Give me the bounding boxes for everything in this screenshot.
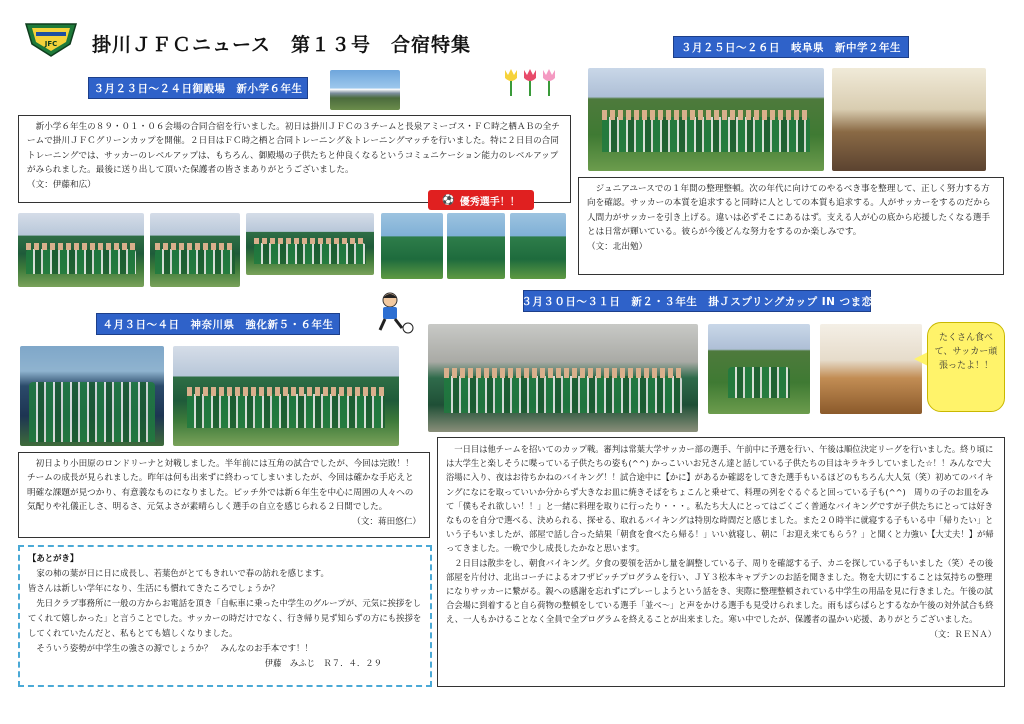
best-player-photo-3 — [510, 213, 566, 279]
best-player-badge — [428, 190, 534, 210]
kanagawa-text: 初日より小田原のロンドリーナと対戦しました。半年前には互角の試合でしたが、今回は完敗！！チームの成長が見られました。昨年は何も出来ずに終わってしまいましたが、今回は確かな手応えと明確な課題が見つかり、有意義なものになりました。ピッチ外では新６年生を中心に周囲の人々への気配りや礼儀正しさ、明るさ、元気よさが素晴らしく選手の自立を感じられる２日間でした。 — [27, 459, 414, 513]
soccer-ball-icon: ⚽ — [442, 194, 455, 206]
soccer-kid-icon — [370, 290, 418, 334]
afterword-line-3: 先日クラブ事務所に一般の方からお電話を頂き「自転車に乗った中学生のグループが、元気に挨拶をしてくれて嬉しかった」と言うことでした。サッカーの時だけでなく、行き帰り見ず知らずの方にも挨拶をしてくれていたんだと、私もとても嬉しくなりました。 — [28, 598, 422, 638]
gotemba-photo-2 — [150, 213, 240, 287]
newsletter-title: 掛川ＪＦＣニュース 第１３号 合宿特集 — [92, 34, 472, 56]
mt-fuji-photo — [330, 70, 400, 110]
gifu-photo-field — [588, 68, 824, 171]
tsumagoi-text-1: 一日目は他チームを招いてのカップ戦。審判は常葉大学サッカー部の選手、午前中に予選を行い、午後は順位決定リーグを行いました。終り頃には大学生と楽しそうに喋っている子供たちの姿も(^^) かっこいいお兄さん達と話している子供たちの目はキラキラしていました☆！！みんなで大浴場に入り、夜はお待ちかねのバイキング！！試合途中に【かに】があるか確認をしてきた選手もいるほどのもちろん大人気（笑）初めてのバイキングになにを取っていいか分からず大きなお皿に焼きそばをちょこんと乗せて、料理の列をぐるぐると回っている子も(^^) 周りの子のお皿をみて「僕もそれ欲しい！！」と一緒に料理を取りに行ったり・・・。私たち大人にとってはごくごく普通なバイキングですが子供たちにとっては好きなものを自分で選べる、決められる、探せる、取れるバイキングは特別な時間だと感じました。また２０時半に就寝する子もいる中「帰りたい」という子もいましたが、部屋で話し合った結果「朝食を食べたら帰る！」いい就寝し、朝に「お迎え来てもらう？」と聞くと力強い【大丈夫！】が帰ってきました。一晩で少し成長したかなと思います。 — [446, 444, 994, 554]
speech-bubble-tail — [914, 352, 928, 366]
tsumagoi-banner: ３月３０日～３１日 新２・３年生 掛Ｊスプリングカップ IN つま恋 — [523, 290, 871, 312]
afterword-signature: 伊藤 みふじ Ｒ７．４．２９ — [264, 658, 382, 668]
gifu-article — [578, 177, 1004, 275]
afterword-title: 【あとがき】 — [28, 553, 79, 563]
tsumagoi-photo-kids — [708, 324, 810, 414]
kanagawa-article — [18, 452, 430, 538]
tsumagoi-article — [437, 437, 1005, 687]
svg-text:JFC: JFC — [44, 40, 58, 48]
afterword-line-2: 皆さんは新しい学年になり、生活にも慣れてきたころでしょうか？ — [28, 583, 280, 593]
best-player-photo-2 — [447, 213, 505, 279]
tsumagoi-photo-dinner — [820, 324, 922, 414]
club-logo — [22, 22, 80, 58]
gifu-photo-study — [832, 68, 986, 171]
gifu-author: （文：北出勉） — [587, 241, 648, 252]
tulips-icon — [502, 66, 558, 96]
kanagawa-photo-team — [173, 346, 399, 446]
gotemba-photo-3 — [246, 213, 374, 275]
kanagawa-banner: ４月３日～４日 神奈川県 強化新５・６年生 — [96, 313, 340, 335]
gotemba-banner: ３月２３日～２４日御殿場 新小学６年生 — [88, 77, 308, 99]
gifu-banner: ３月２５日～２６日 岐阜県 新中学２年生 — [673, 36, 909, 58]
afterword-line-4: そういう姿勢が中学生の強さの源でしょうか？ みんなのお手本です！！ — [36, 643, 313, 653]
best-player-photo-1 — [381, 213, 443, 279]
afterword-line-1: 家の柿の葉が日に日に成長し、若葉色がとてもきれいで春の訪れを感じます。 — [36, 568, 329, 578]
gifu-text: ジュニアユースでの１年間の整理整頓。次の年代に向けてのやるべき事を整理して、正しく努力する方向を確認。サッカーの本質を追求すると同時に人としての本質も追求する。人がサッカーをするのだから人間力がサッカーを引き上げる。違いは必ずそこにあるはず。支える人が心の底から応援したくなる選手とは日常が輝いている。彼らが今後どんな努力をするのか楽しみです。 — [587, 184, 991, 238]
tsumagoi-photo-group — [428, 324, 698, 432]
speech-bubble: たくさん食べて、サッカー頑張ったよ！！ — [927, 322, 1005, 412]
afterword-box — [18, 545, 432, 687]
kanagawa-photo-huddle — [20, 346, 164, 446]
tsumagoi-author: （文：ＲＥＮＡ） — [929, 628, 996, 639]
gotemba-photo-1 — [18, 213, 144, 287]
kanagawa-author: （文：蒋田悠仁） — [352, 516, 421, 527]
tsumagoi-text-2: ２日目は散歩をし、朝食バイキング。夕食の要領を活かし量を調整している子、周りを確認する子、カニを探している子もいました（笑）その後部屋を片付け、北出コーチによるオフザピッチプログラムを行い、ＪＹ３松本キャプテンのお話を聞きました。物を大切にすることは気持ちの整理になりサッカーに繋がる。親への感謝を忘れずにプレーしようという話をき、実際に整理整頓されている中学生の用品を見に行きました。午後の試合会場に到着すると自ら荷物の整頓をしている選手「並べ～」と声をかける選手も見受けられました。雨もぱらぱらとするなか午後の対外試合も終え、一人もかけることなく全員で全プログラムを終えることが出来ました。寒い中でしたが、保護者の温かい応援、ありがとうございました。 — [446, 557, 994, 625]
gotemba-author: （文：伊藤和広） — [27, 179, 96, 190]
gotemba-text: 新小学６年生の８９・０１・０６会場の合同合宿を行いました。初日は掛川ＪＦＣの３チームと長泉アミーゴス・ＦＣ時之栖ＡＢの全チームで掛川ＪＦＣグリーンカップを開催。２日目はＦＣ時之栖と合同トレーニング＆トレーニングマッチを行いました。特に２日目の合同トレーニングでは、サッカーのレベルアップは、もちろん、御殿場の子供たちと仲良くなるというコミュニケーション能力のレベルアップがみられました。最後に送り出して頂いた保護者の皆さまありがとうございました。 — [27, 122, 560, 176]
best-player-label: 優秀選手！！ — [459, 196, 520, 208]
